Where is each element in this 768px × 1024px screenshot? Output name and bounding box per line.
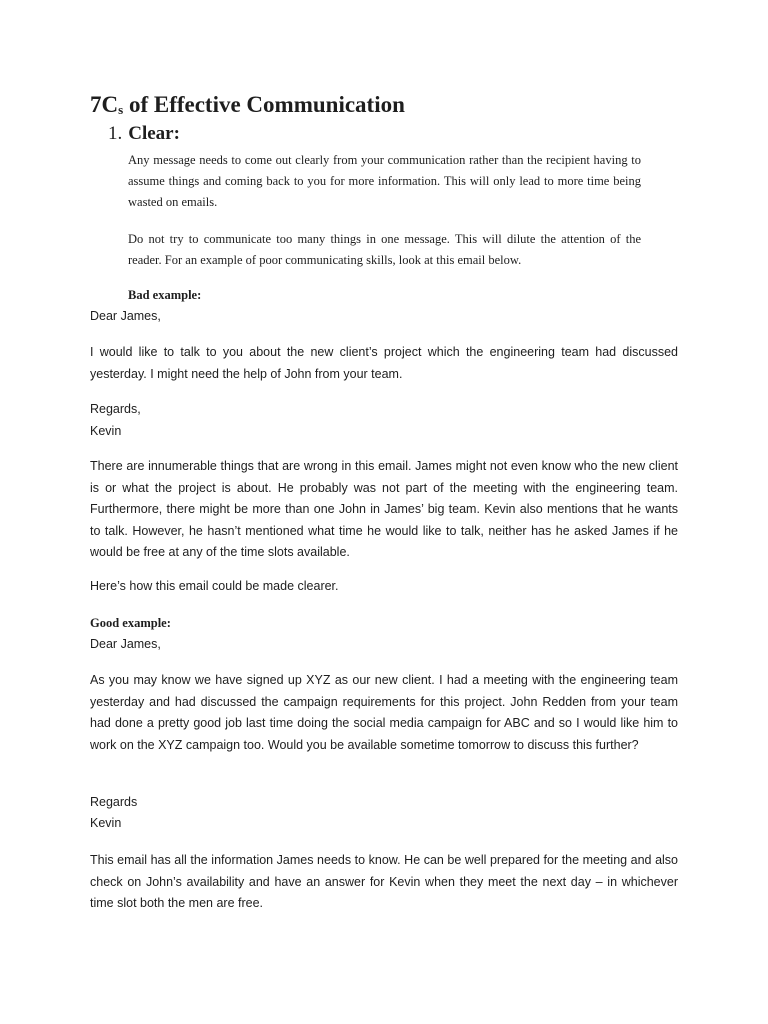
bad-example-body: I would like to talk to you about the new client’s project which the engineering team had discussed yesterday. I might need the help of John from your team.: [90, 345, 678, 381]
bad-example-signature: Kevin: [90, 424, 122, 438]
title-rest: of Effective Communication: [123, 92, 405, 117]
bad-example-label: Bad example:: [128, 288, 202, 302]
analysis-paragraph: There are innumerable things that are wrong in this email. James might not even know who the new client is or what the project is about. He probably was not part of the meeting with the engineering team. Furthermore, there might be more than one John in James’ big team. Kevin also mentions that he wants to talk. However, he hasn’t mentioned what time he would like to talk, neither has he asked James if he would be free at any of the time slots available.: [90, 459, 678, 559]
transition-line: Here’s how this email could be made clearer.: [90, 579, 339, 593]
bad-example-signoff: Regards,: [90, 402, 141, 416]
good-example-signature: Kevin: [90, 816, 122, 830]
intro-paragraph-2: Do not try to communicate too many things in one message. This will dilute the attention of the reader. For an example of poor communicating skills, look at this email below.: [128, 232, 641, 267]
bad-example-greeting: Dear James,: [90, 309, 161, 323]
good-example-greeting: Dear James,: [90, 637, 161, 651]
section-number: 1.: [108, 123, 123, 144]
document-title: [90, 92, 405, 118]
good-example-label: Good example:: [90, 616, 171, 630]
good-example-body: As you may know we have signed up XYZ as our new client. I had a meeting with the engineering team yesterday and had discussed the campaign requirements for this project. John Redden from your team had done a pretty good job last time doing the social media campaign for ABC and so I would like him to work on the XYZ campaign too. Would you be available sometime tomorrow to discuss this further?: [90, 673, 678, 752]
title-prefix: 7C: [90, 92, 119, 117]
title-subscript: s: [118, 102, 124, 117]
section-heading: [108, 123, 180, 145]
conclusion-paragraph: This email has all the information James needs to know. He can be well prepared for the meeting and also check on John’s availability and have an answer for Kevin when they meet the next day – in whichever time slot both the men are free.: [90, 853, 678, 910]
intro-paragraph-1: Any message needs to come out clearly from your communication rather than the recipient having to assume things and coming back to you for more information. This will only lead to more time being wasted on emails.: [128, 153, 641, 209]
section-title: Clear:: [128, 123, 180, 144]
good-example-signoff: Regards: [90, 795, 138, 809]
